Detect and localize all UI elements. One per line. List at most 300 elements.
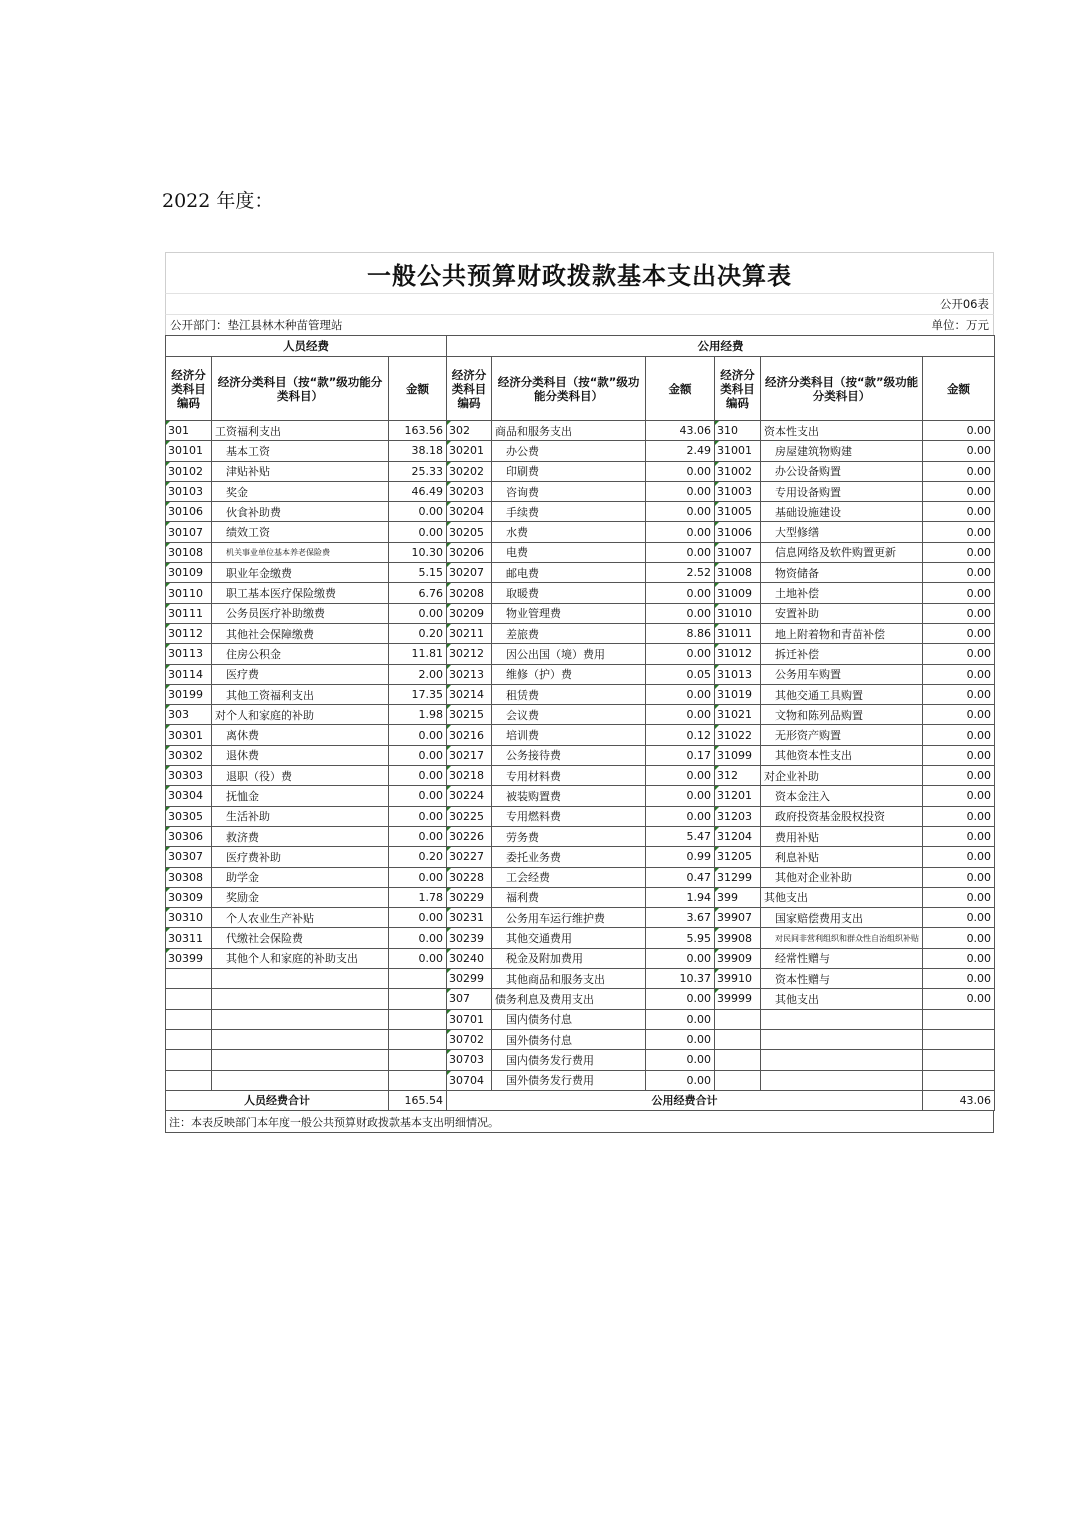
item-amount: 2.52 (646, 563, 715, 583)
item-code: 30107 (166, 522, 212, 542)
item-code: 30101 (166, 441, 212, 461)
totals-row (166, 1090, 995, 1110)
item-amount: 0.00 (646, 522, 715, 542)
item-code: 30239 (447, 928, 492, 948)
item-amount: 2.49 (646, 441, 715, 461)
item-code: 31008 (715, 563, 761, 583)
item-name: 福利费 (492, 887, 646, 907)
item-code: 30207 (447, 563, 492, 583)
table-row (166, 461, 995, 481)
item-code: 312 (715, 766, 761, 786)
col-amount-header: 金额 (923, 357, 995, 421)
item-name (761, 1009, 923, 1029)
item-code (715, 1009, 761, 1029)
item-amount: 1.98 (389, 705, 447, 725)
item-name: 其他个人和家庭的补助支出 (212, 948, 389, 968)
table-row (166, 481, 995, 501)
item-amount: 1.94 (646, 887, 715, 907)
item-name: 安置补助 (761, 603, 923, 623)
item-code: 399 (715, 887, 761, 907)
item-code: 31205 (715, 847, 761, 867)
item-code: 30114 (166, 664, 212, 684)
item-name: 其他商品和服务支出 (492, 969, 646, 989)
item-name: 无形资产购置 (761, 725, 923, 745)
item-code: 39909 (715, 948, 761, 968)
item-name: 住房公积金 (212, 644, 389, 664)
item-code: 30309 (166, 887, 212, 907)
item-amount: 0.00 (923, 563, 995, 583)
item-name: 机关事业单位基本养老保险费 (212, 542, 389, 562)
item-amount: 5.95 (646, 928, 715, 948)
item-code: 31007 (715, 542, 761, 562)
item-code: 307 (447, 989, 492, 1009)
item-name: 助学金 (212, 867, 389, 887)
item-name: 国外债务发行费用 (492, 1070, 646, 1090)
budget-table-sheet (165, 252, 994, 1133)
item-code: 30305 (166, 806, 212, 826)
item-name: 工会经费 (492, 867, 646, 887)
item-code: 30111 (166, 603, 212, 623)
item-name: 文物和陈列品购置 (761, 705, 923, 725)
item-name (761, 1029, 923, 1049)
item-code: 31003 (715, 481, 761, 501)
col-code-header: 经济分类科目编码 (447, 357, 492, 421)
item-name: 咨询费 (492, 481, 646, 501)
item-code: 30109 (166, 563, 212, 583)
table-row (166, 542, 995, 562)
item-name: 代缴社会保险费 (212, 928, 389, 948)
item-code: 31201 (715, 786, 761, 806)
item-name (212, 1050, 389, 1070)
item-name: 退职（役）费 (212, 766, 389, 786)
item-amount: 5.15 (389, 563, 447, 583)
item-name: 因公出国（境）费用 (492, 644, 646, 664)
item-amount: 0.00 (646, 684, 715, 704)
item-code (166, 1070, 212, 1090)
item-amount: 0.00 (923, 928, 995, 948)
item-name: 劳务费 (492, 826, 646, 846)
item-name: 拆迁补偿 (761, 644, 923, 664)
item-name: 其他支出 (761, 989, 923, 1009)
item-name: 其他交通工具购置 (761, 684, 923, 704)
table-row (166, 583, 995, 603)
table-row (166, 908, 995, 928)
item-name: 基础设施建设 (761, 502, 923, 522)
item-amount (389, 1050, 447, 1070)
item-amount: 0.00 (923, 969, 995, 989)
item-code: 30227 (447, 847, 492, 867)
unit-label: 单位：万元 (931, 318, 989, 332)
item-code (166, 969, 212, 989)
item-amount: 0.00 (923, 542, 995, 562)
item-code (166, 1029, 212, 1049)
table-row (166, 989, 995, 1009)
item-code: 30112 (166, 623, 212, 643)
item-amount: 0.00 (646, 1070, 715, 1090)
item-code: 30211 (447, 623, 492, 643)
item-amount (389, 1029, 447, 1049)
item-amount: 0.00 (646, 1050, 715, 1070)
item-name: 奖励金 (212, 887, 389, 907)
item-name: 伙食补助费 (212, 502, 389, 522)
item-amount: 0.00 (646, 583, 715, 603)
total-personnel-value: 165.54 (389, 1090, 447, 1110)
item-name: 医疗费 (212, 664, 389, 684)
item-name: 公务用车购置 (761, 664, 923, 684)
table-row (166, 766, 995, 786)
item-amount: 0.00 (389, 867, 447, 887)
item-amount: 10.37 (646, 969, 715, 989)
item-amount: 0.00 (923, 583, 995, 603)
item-name: 资本性赠与 (761, 969, 923, 989)
item-code: 30308 (166, 867, 212, 887)
department-row (165, 314, 994, 335)
item-code: 31009 (715, 583, 761, 603)
table-row (166, 1050, 995, 1070)
item-amount: 0.17 (646, 745, 715, 765)
item-amount: 0.00 (923, 745, 995, 765)
item-code: 31011 (715, 623, 761, 643)
item-name (212, 1009, 389, 1029)
item-name: 物业管理费 (492, 603, 646, 623)
item-code: 30225 (447, 806, 492, 826)
item-amount: 0.12 (646, 725, 715, 745)
col-name-header: 经济分类科目（按“款”级功能分类科目） (212, 357, 389, 421)
item-name: 邮电费 (492, 563, 646, 583)
item-amount: 0.00 (923, 725, 995, 745)
item-code: 30218 (447, 766, 492, 786)
item-code: 30229 (447, 887, 492, 907)
item-amount: 2.00 (389, 664, 447, 684)
item-name (212, 989, 389, 1009)
item-amount: 0.00 (389, 826, 447, 846)
item-amount: 0.00 (923, 421, 995, 441)
item-name: 债务利息及费用支出 (492, 989, 646, 1009)
department-label: 公开部门：垫江县林木种苗管理站 (170, 318, 343, 332)
item-code: 30240 (447, 948, 492, 968)
item-name: 职业年金缴费 (212, 563, 389, 583)
item-code (166, 1050, 212, 1070)
table-row (166, 725, 995, 745)
item-name: 委托业务费 (492, 847, 646, 867)
item-code: 30231 (447, 908, 492, 928)
item-name: 救济费 (212, 826, 389, 846)
col-code-header: 经济分类科目编码 (715, 357, 761, 421)
table-row (166, 826, 995, 846)
item-name: 对民间非营利组织和群众性自治组织补贴 (761, 928, 923, 948)
item-name: 国家赔偿费用支出 (761, 908, 923, 928)
item-code: 30701 (447, 1009, 492, 1029)
item-code: 31005 (715, 502, 761, 522)
item-name: 津贴补贴 (212, 461, 389, 481)
item-amount: 0.20 (389, 847, 447, 867)
item-name: 税金及附加费用 (492, 948, 646, 968)
item-code: 31204 (715, 826, 761, 846)
item-amount: 0.00 (389, 745, 447, 765)
item-amount: 5.47 (646, 826, 715, 846)
item-amount: 0.00 (646, 502, 715, 522)
item-name: 奖金 (212, 481, 389, 501)
table-row (166, 522, 995, 542)
item-code: 30702 (447, 1029, 492, 1049)
item-amount: 0.05 (646, 664, 715, 684)
item-amount (389, 969, 447, 989)
year-label: 2022 年度： (162, 190, 274, 212)
table-row (166, 421, 995, 441)
item-code: 30199 (166, 684, 212, 704)
item-code: 30216 (447, 725, 492, 745)
item-code: 30215 (447, 705, 492, 725)
item-code: 30303 (166, 766, 212, 786)
item-amount: 0.00 (923, 664, 995, 684)
item-amount: 163.56 (389, 421, 447, 441)
item-code: 30704 (447, 1070, 492, 1090)
item-amount: 8.86 (646, 623, 715, 643)
item-name: 其他对企业补助 (761, 867, 923, 887)
item-amount: 0.00 (923, 989, 995, 1009)
item-code: 30102 (166, 461, 212, 481)
item-code: 31203 (715, 806, 761, 826)
item-code: 302 (447, 421, 492, 441)
item-code: 31006 (715, 522, 761, 542)
item-code: 30103 (166, 481, 212, 501)
table-row (166, 603, 995, 623)
item-code: 30201 (447, 441, 492, 461)
item-amount: 0.00 (646, 948, 715, 968)
item-name: 其他社会保障缴费 (212, 623, 389, 643)
item-amount: 0.00 (389, 603, 447, 623)
item-amount: 0.00 (646, 461, 715, 481)
item-amount (923, 1050, 995, 1070)
item-amount: 0.00 (923, 948, 995, 968)
item-amount (923, 1029, 995, 1049)
item-code: 39999 (715, 989, 761, 1009)
item-code: 30304 (166, 786, 212, 806)
item-name: 资本金注入 (761, 786, 923, 806)
total-personnel-label: 人员经费合计 (166, 1090, 389, 1110)
item-name: 取暖费 (492, 583, 646, 603)
item-code: 30108 (166, 542, 212, 562)
item-amount: 11.81 (389, 644, 447, 664)
item-code: 30209 (447, 603, 492, 623)
table-row (166, 664, 995, 684)
item-amount (389, 989, 447, 1009)
group-public-header: 公用经费 (447, 336, 995, 357)
item-amount (389, 1070, 447, 1090)
item-amount: 0.00 (646, 1009, 715, 1029)
col-name-header: 经济分类科目（按“款”级功能分类科目） (492, 357, 646, 421)
item-name: 被装购置费 (492, 786, 646, 806)
item-amount (389, 1009, 447, 1029)
item-amount: 0.00 (923, 522, 995, 542)
item-amount: 0.00 (646, 481, 715, 501)
item-name: 商品和服务支出 (492, 421, 646, 441)
item-name (212, 1029, 389, 1049)
table-row (166, 563, 995, 583)
item-code: 30228 (447, 867, 492, 887)
item-code (166, 989, 212, 1009)
item-name: 印刷费 (492, 461, 646, 481)
table-row (166, 705, 995, 725)
item-code: 30214 (447, 684, 492, 704)
table-row (166, 644, 995, 664)
item-amount: 0.00 (389, 725, 447, 745)
table-row (166, 623, 995, 643)
item-name: 公务接待费 (492, 745, 646, 765)
item-name (212, 1070, 389, 1090)
item-code: 30202 (447, 461, 492, 481)
col-amount-header: 金额 (389, 357, 447, 421)
item-amount: 0.00 (646, 766, 715, 786)
table-body (166, 421, 995, 1091)
item-amount: 0.00 (923, 806, 995, 826)
item-code: 30110 (166, 583, 212, 603)
item-amount: 0.00 (389, 522, 447, 542)
item-amount: 3.67 (646, 908, 715, 928)
item-code: 30203 (447, 481, 492, 501)
table-row (166, 1029, 995, 1049)
item-amount: 46.49 (389, 481, 447, 501)
item-code: 301 (166, 421, 212, 441)
item-amount: 0.00 (923, 786, 995, 806)
item-amount: 0.47 (646, 867, 715, 887)
item-name: 离休费 (212, 725, 389, 745)
table-row (166, 502, 995, 522)
item-name: 抚恤金 (212, 786, 389, 806)
item-code: 30307 (166, 847, 212, 867)
item-amount: 0.00 (646, 542, 715, 562)
item-amount: 0.00 (646, 603, 715, 623)
item-code (715, 1070, 761, 1090)
item-amount: 0.00 (923, 705, 995, 725)
item-name: 公务用车运行维护费 (492, 908, 646, 928)
item-name: 国外债务付息 (492, 1029, 646, 1049)
item-code: 30301 (166, 725, 212, 745)
item-code: 310 (715, 421, 761, 441)
item-amount: 0.20 (389, 623, 447, 643)
item-amount: 0.00 (923, 623, 995, 643)
item-name: 国内债务付息 (492, 1009, 646, 1029)
item-name: 房屋建筑物购建 (761, 441, 923, 461)
item-amount: 1.78 (389, 887, 447, 907)
item-amount: 0.00 (389, 806, 447, 826)
item-name: 利息补贴 (761, 847, 923, 867)
item-amount: 0.00 (923, 502, 995, 522)
item-name (761, 1050, 923, 1070)
item-code: 30302 (166, 745, 212, 765)
item-name: 专用材料费 (492, 766, 646, 786)
item-name: 办公设备购置 (761, 461, 923, 481)
item-amount: 0.00 (923, 644, 995, 664)
item-name: 维修（护）费 (492, 664, 646, 684)
item-amount: 0.00 (923, 826, 995, 846)
table-title: 一般公共预算财政拨款基本支出决算表 (165, 252, 994, 293)
table-row (166, 928, 995, 948)
item-code: 30306 (166, 826, 212, 846)
item-name: 专用燃料费 (492, 806, 646, 826)
item-code (715, 1029, 761, 1049)
table-row (166, 1009, 995, 1029)
item-amount: 0.00 (646, 786, 715, 806)
item-code: 30399 (166, 948, 212, 968)
item-amount: 0.00 (923, 461, 995, 481)
item-amount: 0.00 (923, 441, 995, 461)
item-amount: 0.00 (389, 948, 447, 968)
item-amount: 0.00 (923, 887, 995, 907)
item-code: 30310 (166, 908, 212, 928)
item-code: 31022 (715, 725, 761, 745)
item-name: 租赁费 (492, 684, 646, 704)
item-name: 国内债务发行费用 (492, 1050, 646, 1070)
item-amount: 0.00 (646, 644, 715, 664)
item-name: 费用补贴 (761, 826, 923, 846)
item-name: 对企业补助 (761, 766, 923, 786)
item-code: 30311 (166, 928, 212, 948)
item-code: 30217 (447, 745, 492, 765)
item-name: 政府投资基金股权投资 (761, 806, 923, 826)
table-row (166, 786, 995, 806)
item-name: 专用设备购置 (761, 481, 923, 501)
item-code: 30113 (166, 644, 212, 664)
item-name: 生活补助 (212, 806, 389, 826)
item-name: 医疗费补助 (212, 847, 389, 867)
item-amount: 0.00 (389, 766, 447, 786)
item-amount: 0.00 (923, 481, 995, 501)
item-name: 培训费 (492, 725, 646, 745)
item-code (166, 1009, 212, 1029)
item-amount: 43.06 (646, 421, 715, 441)
item-name: 办公费 (492, 441, 646, 461)
item-code: 39907 (715, 908, 761, 928)
item-code: 39908 (715, 928, 761, 948)
item-name: 电费 (492, 542, 646, 562)
item-name (212, 969, 389, 989)
item-amount: 0.00 (389, 786, 447, 806)
item-name: 资本性支出 (761, 421, 923, 441)
item-name: 土地补偿 (761, 583, 923, 603)
item-amount: 0.00 (389, 928, 447, 948)
item-amount: 0.00 (389, 908, 447, 928)
item-name: 其他工资福利支出 (212, 684, 389, 704)
table-note: 注：本表反映部门本年度一般公共预算财政拨款基本支出明细情况。 (165, 1111, 994, 1133)
item-name: 绩效工资 (212, 522, 389, 542)
table-row (166, 684, 995, 704)
item-amount: 10.30 (389, 542, 447, 562)
item-code: 31013 (715, 664, 761, 684)
item-amount: 0.00 (923, 867, 995, 887)
table-row (166, 806, 995, 826)
item-amount: 0.00 (923, 908, 995, 928)
item-code: 30224 (447, 786, 492, 806)
item-name: 基本工资 (212, 441, 389, 461)
item-code: 31019 (715, 684, 761, 704)
col-name-header: 经济分类科目（按“款”级功能分类科目） (761, 357, 923, 421)
form-number-row (165, 293, 994, 314)
item-amount: 25.33 (389, 461, 447, 481)
item-amount: 0.00 (646, 1029, 715, 1049)
item-name: 公务员医疗补助缴费 (212, 603, 389, 623)
item-code: 31021 (715, 705, 761, 725)
item-name: 工资福利支出 (212, 421, 389, 441)
col-code-header: 经济分类科目编码 (166, 357, 212, 421)
item-amount: 0.00 (923, 603, 995, 623)
item-name: 手续费 (492, 502, 646, 522)
item-code: 30204 (447, 502, 492, 522)
table-row (166, 948, 995, 968)
item-code: 30703 (447, 1050, 492, 1070)
table-row (166, 969, 995, 989)
item-name: 经常性赠与 (761, 948, 923, 968)
